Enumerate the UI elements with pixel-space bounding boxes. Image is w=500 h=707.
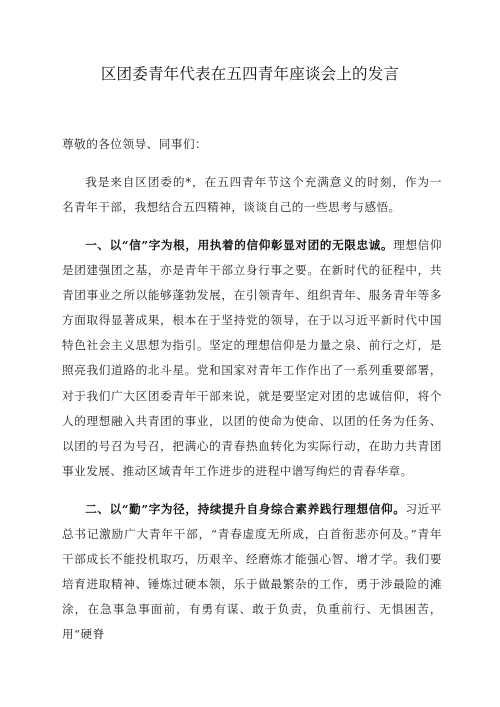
paragraph-section-1 (62, 233, 442, 484)
document-title: 区团委青年代表在五四青年座谈会上的发言 (100, 65, 400, 83)
paragraph-section-2 (62, 497, 442, 648)
paragraph-body: 理想信仰是团建强团之基，亦是青年干部立身行事之要。在新时代的征程中，共青团事业之所以能够蓬勃发展，在引领青年、组织青年、服务青年等多方面取得显著成果，根本在于坚持党的领导，在于以习近平新时代中国特色社会主义思想为指引。坚定的理想信仰是力量之泉、前行之灯，是照亮我们道路的北斗星。党和国家对青年工作作出了一系列重要部署，对于我们广大区团委青年干部来说，就是要坚定对团的忠诚信仰，将个人的理想融入共青团的事业，以团的使命为使命、以团的任务为任务、以团的号召为号召，把满心的青春热血转化为实际行动，在助力共青团事业发展、推动区域青年工作进步的进程中谱写绚烂的青春华章。 (62, 238, 442, 478)
greeting: 尊敬的各位领导、同事们： (62, 137, 208, 151)
paragraph-body: 我是来自区团委的*，在五四青年节这个充满意义的时刻，作为一名青年干部，我想结合五四精神，谈谈自己的一些思考与感悟。 (62, 175, 442, 215)
paragraph-intro (62, 170, 442, 220)
paragraph-body: 习近平总书记激励广大青年干部，“青春虚度无所成，白首衔悲亦何及。”青年干部成长不能投机取巧，历艰辛、经磨炼才能强心智、增才学。我们要培育进取精神、锤炼过硬本领，乐于做最繁杂的工作，勇于涉最险的滩涂，在急事急事面前，有勇有谋、敢于负责，负重前行、无惧困苦，用“硬脊 (62, 502, 442, 642)
section-heading: 一、以“信”字为根，用执着的信仰彰显对团的无限忠诚。 (85, 238, 394, 252)
section-heading: 二、以“勤”字为径，持续提升自身综合素养践行理想信仰。 (85, 502, 406, 516)
